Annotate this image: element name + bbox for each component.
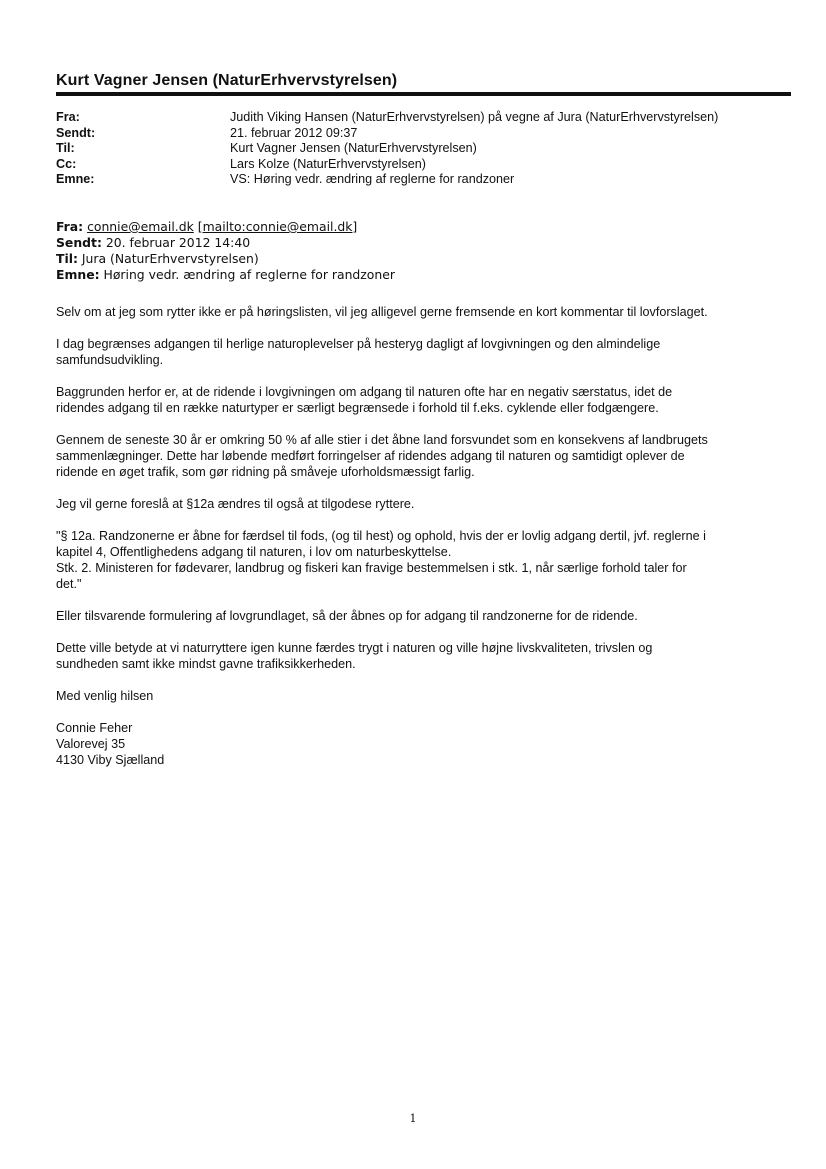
title-divider xyxy=(56,92,791,96)
body-paragraph-proposal xyxy=(56,496,786,512)
body-line: sundheden samt ikke mindst gavne trafiksikkerheden. xyxy=(56,657,356,671)
body-line: sammenlægninger. Dette har løbende medført forringelser af ridendes adgang til naturen og samtidigt oplever de xyxy=(56,449,685,463)
body-line: I dag begrænses adgangen til herlige naturoplevelser på hesteryg dagligt af lovgivningen og den almindelige xyxy=(56,337,661,351)
header-to-value: Kurt Vagner Jensen (NaturErhvervstyrelsen) xyxy=(230,141,477,155)
body-line: "§ 12a. Randzonerne er åbne for færdsel til fods, (og til hest) og ophold, hvis der er lovlig adgang dertil, jvf. reglerne i xyxy=(56,529,706,543)
header-cc-label: Cc: xyxy=(56,156,77,171)
forwarded-sent-value: 20. februar 2012 14:40 xyxy=(105,235,251,250)
body-line: kapitel 4, Offentlighedens adgang til naturen, i lov om naturbeskyttelse. xyxy=(56,545,452,559)
body-paragraph-restrictions xyxy=(56,336,786,368)
header-sent-row xyxy=(56,126,796,142)
header-from-row xyxy=(56,110,796,126)
body-line: det." xyxy=(56,577,82,591)
header-from-label: Fra: xyxy=(56,110,80,124)
forwarded-subject-label: Emne: xyxy=(56,267,100,282)
forwarded-to-value: Jura (NaturErhvervstyrelsen) xyxy=(81,251,259,266)
email-body xyxy=(56,304,786,784)
body-line: Baggrunden herfor er, at de ridende i lovgivningen om adgang til naturen ofte har en negativ særstatus, idet de xyxy=(56,385,673,399)
signature-city: 4130 Viby Sjælland xyxy=(56,753,165,767)
signature-name: Connie Feher xyxy=(56,721,133,735)
forwarded-to-row xyxy=(56,251,796,267)
forwarded-from-row xyxy=(56,219,796,235)
body-paragraph-alternative xyxy=(56,608,786,624)
body-line: Selv om at jeg som rytter ikke er på høringslisten, vil jeg alligevel gerne fremsende en kort kommentar til lovforslaget. xyxy=(56,305,708,319)
closing-line: Med venlig hilsen xyxy=(56,689,154,703)
forwarded-subject-value: Høring vedr. ændring af reglerne for randzoner xyxy=(103,267,395,282)
body-line: Gennem de seneste 30 år er omkring 50 % af alle stier i det åbne land forsvundet som en konsekvens af landbrugets xyxy=(56,433,708,447)
forwarded-from-email-link[interactable]: connie@email.dk xyxy=(87,219,194,234)
forwarded-mailto-link[interactable]: [mailto:connie@email.dk] xyxy=(197,219,358,234)
body-line: samfundsudvikling. xyxy=(56,353,164,367)
page-number: 1 xyxy=(409,1112,417,1125)
body-line: Dette ville betyde at vi naturryttere igen kunne færdes trygt i naturen og ville højne livskvaliteten, trivslen og xyxy=(56,641,653,655)
body-line: Jeg vil gerne foreslå at §12a ændres til også at tilgodese ryttere. xyxy=(56,497,415,511)
body-paragraph-paths xyxy=(56,432,786,480)
forwarded-header xyxy=(56,219,796,283)
header-subject-value: VS: Høring vedr. ændring af reglerne for randzoner xyxy=(230,172,515,186)
body-line: ridende en øget trafik, som gør ridning på småveje uforholdsmæssigt farlig. xyxy=(56,465,475,479)
header-cc-row xyxy=(56,157,796,173)
body-line: Eller tilsvarende formulering af lovgrundlaget, så der åbnes op for adgang til randzonerne for de ridende. xyxy=(56,609,638,623)
forwarded-sent-row xyxy=(56,235,796,251)
signature-street: Valorevej 35 xyxy=(56,737,126,751)
mailbox-owner-title: Kurt Vagner Jensen (NaturErhvervstyrelsen) xyxy=(56,72,398,89)
forwarded-subject-row xyxy=(56,267,796,283)
body-paragraph-law-text xyxy=(56,528,786,592)
forwarded-to-label: Til: xyxy=(56,251,78,266)
forwarded-sent-label: Sendt: xyxy=(56,235,102,250)
body-paragraph-intro xyxy=(56,304,786,320)
header-from-value: Judith Viking Hansen (NaturErhvervstyrelsen) på vegne af Jura (NaturErhvervstyrelsen) xyxy=(230,110,719,124)
body-line: ridendes adgang til en række naturtyper er særligt begrænsede i forhold til f.eks. cyklende eller fodgængere. xyxy=(56,401,659,415)
header-sent-label: Sendt: xyxy=(56,125,96,140)
header-cc-value: Lars Kolze (NaturErhvervstyrelsen) xyxy=(230,156,426,171)
signature-block xyxy=(56,720,786,768)
body-line: Stk. 2. Ministeren for fødevarer, landbrug og fiskeri kan fravige bestemmelsen i stk. 1, når særlige forhold taler for xyxy=(56,561,687,575)
body-closing xyxy=(56,688,786,704)
header-to-row xyxy=(56,141,796,157)
body-paragraph-background xyxy=(56,384,786,416)
header-to-label: Til: xyxy=(56,141,75,155)
header-sent-value: 21. februar 2012 09:37 xyxy=(230,125,358,140)
body-paragraph-benefits xyxy=(56,640,786,672)
header-subject-row xyxy=(56,172,796,188)
forwarded-from-label: Fra: xyxy=(56,219,84,234)
header-subject-label: Emne: xyxy=(56,172,95,186)
email-header xyxy=(56,110,796,188)
